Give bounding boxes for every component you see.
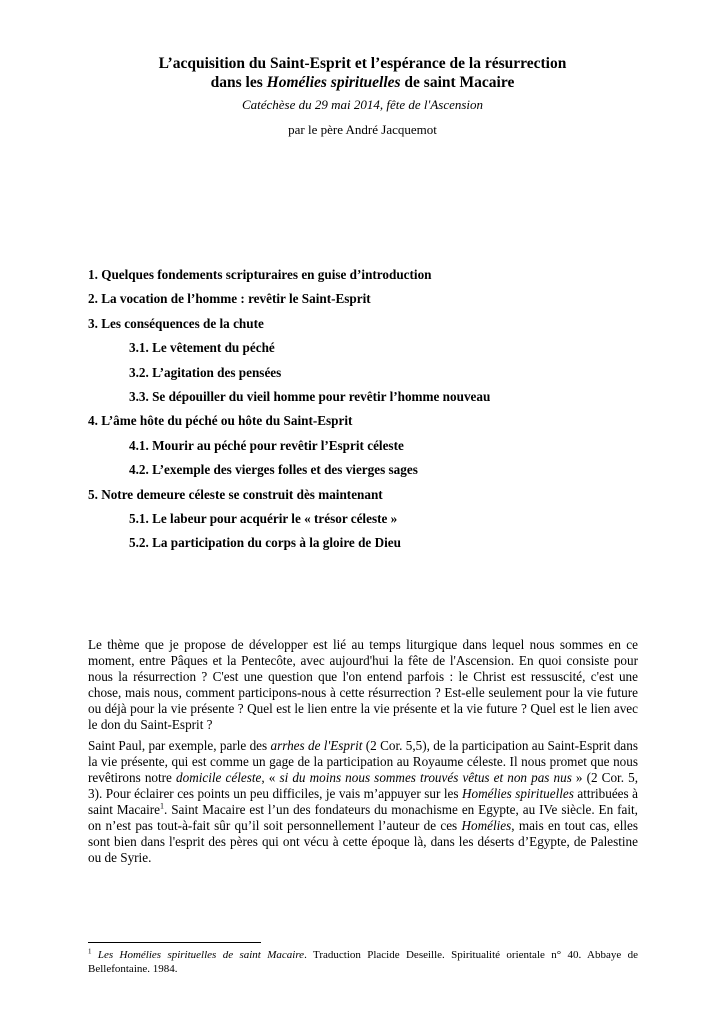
footnote-marker: 1 bbox=[88, 947, 92, 956]
title-line-2-italic: Homélies spirituelles bbox=[266, 74, 401, 91]
document-author: par le père André Jacquemot bbox=[288, 122, 437, 137]
toc-subsection-item[interactable]: 3.3. Se dépouiller du vieil homme pour revêtir l’homme nouveau bbox=[129, 388, 491, 404]
p2-italic: si du moins nous sommes trouvés vêtus et non pas nus bbox=[279, 770, 572, 785]
p2-text: . Saint Macaire est l’un des fondateurs du monachisme en Egypte, au IVe siècle. En fait, on n’est pas tout-à-fait sûr qu’il soit personnellement l’auteur de ces bbox=[88, 802, 638, 833]
p2-italic: Homélies spirituelles bbox=[461, 786, 574, 801]
toc-subsection-item[interactable]: 3.2. L’agitation des pensées bbox=[129, 364, 282, 380]
footnote-text: . Traduction Placide Deseille. Spiritualité orientale n° 40. Abbaye de Bellefontaine. 1984. bbox=[88, 949, 638, 975]
toc-subsection-item[interactable]: 3.1. Le vêtement du péché bbox=[129, 340, 275, 356]
paragraph-1: Le thème que je propose de développer est lié au temps liturgique dans lequel nous sommes en ce moment, entre Pâques et la Pentecôte, avec aujourd'hui la fête de l'Ascension. En quoi consiste pour nous la résurrection ? C'est une question que l'on entend parfois : le Christ est ressuscité, c'est une chose, mais nous, comment participons-nous à cette résurrection ? Est-elle seulement pour la vie future ou déjà pour la vie présente ? Quel est le lien entre la vie présente et la vie future ? Quel est le lien avec le don du Saint-Esprit ? bbox=[88, 637, 638, 732]
toc-section-item[interactable]: 1. Quelques fondements scripturaires en guise d’introduction bbox=[88, 267, 432, 282]
title-line-2-prefix: dans les bbox=[210, 74, 267, 91]
toc-section-item[interactable]: 3. Les conséquences de la chute bbox=[88, 315, 264, 331]
document-subtitle: Catéchèse du 29 mai 2014, fête de l'Ascension bbox=[241, 97, 484, 112]
p2-italic: domicile céleste bbox=[176, 770, 262, 785]
paragraph-2 bbox=[88, 738, 638, 866]
toc-subsection-item[interactable]: 5.2. La participation du corps à la gloire de Dieu bbox=[129, 535, 401, 551]
footnote-separator bbox=[88, 942, 261, 943]
title-line-1: L’acquisition du Saint-Esprit et l’espérance de la résurrection bbox=[158, 55, 567, 72]
body-text bbox=[88, 637, 638, 871]
toc-subsection-item[interactable]: 4.2. L’exemple des vierges folles et des vierges sages bbox=[129, 462, 418, 478]
footnote bbox=[88, 948, 638, 976]
p2-text: , mais en tout cas, elles sont bien dans l'esprit des pères qui ont vécu à cette époque là, dans les déserts d’Egypte, de Palestine ou de Syrie. bbox=[88, 818, 639, 865]
p2-text: attribuées à saint Macaire bbox=[88, 786, 639, 817]
p2-text: , « bbox=[261, 770, 280, 785]
toc-section-item[interactable]: 4. L’âme hôte du péché ou hôte du Saint-Esprit bbox=[88, 413, 353, 429]
footnote-italic: Les Homélies spirituelles de saint Macaire bbox=[97, 949, 305, 961]
p2-italic: Homélies bbox=[461, 818, 512, 833]
p2-italic: arrhes de l'Esprit bbox=[270, 738, 363, 753]
p2-text: » (2 Cor. 5, 3). Pour éclairer ces points un peu difficiles, je vais m’appuyer sur les bbox=[88, 770, 638, 801]
toc-subsection-item[interactable]: 5.1. Le labeur pour acquérir le « trésor céleste » bbox=[129, 510, 398, 526]
p2-text: (2 Cor. 5,5), de la participation au Saint-Esprit dans la vie présente, qui est comme un gage de la participation au Royaume céleste. Il nous promet que nous revêtirons notre bbox=[88, 738, 639, 785]
document-title bbox=[40, 54, 685, 92]
toc-subsection-item[interactable]: 4.1. Mourir au péché pour revêtir l’Esprit céleste bbox=[129, 437, 404, 453]
toc-section-item[interactable]: 5. Notre demeure céleste se construit dès maintenant bbox=[88, 486, 383, 502]
toc-section-item[interactable]: 2. La vocation de l’homme : revêtir le Saint-Esprit bbox=[88, 291, 371, 307]
table-of-contents bbox=[88, 266, 648, 559]
footnote-reference[interactable]: 1 bbox=[160, 801, 165, 811]
title-line-2-suffix: de saint Macaire bbox=[400, 74, 515, 91]
p2-text: Saint Paul, par exemple, parle des bbox=[88, 738, 271, 753]
